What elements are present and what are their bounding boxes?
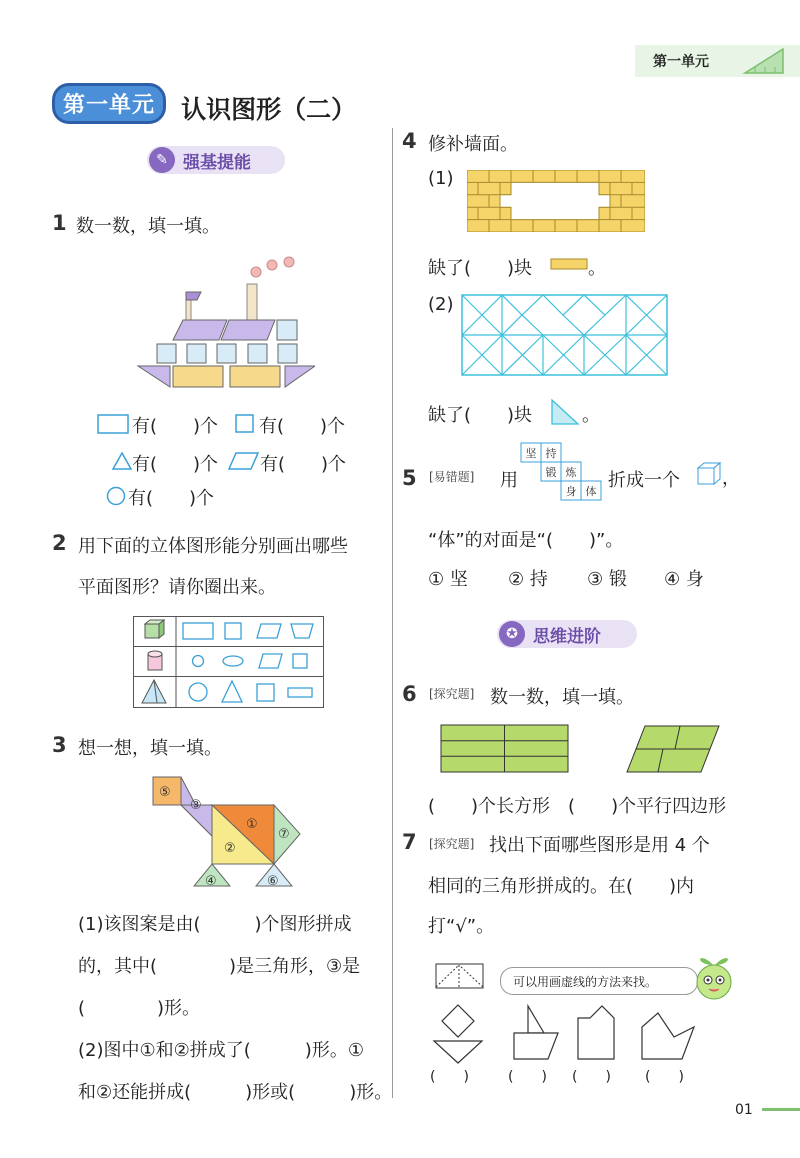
- ruler-triangle-icon: [735, 45, 795, 77]
- q1-text: 数一数，填一填。: [76, 216, 220, 237]
- hint-text: 可以用画虚线的方法来找。: [513, 975, 658, 989]
- q4-sub1: (1): [428, 168, 454, 189]
- q5-option-1[interactable]: ① 坚: [428, 569, 468, 590]
- net-cell-6: 体: [585, 485, 597, 498]
- parallelograms-figure: [625, 724, 720, 774]
- column-divider: [392, 128, 393, 1098]
- cube-net-figure: [520, 442, 604, 504]
- q2-line1: 用下面的立体图形能分别画出哪些: [78, 536, 348, 557]
- tangram-label-2: ②: [224, 841, 236, 856]
- q5-option-2[interactable]: ② 持: [508, 569, 548, 590]
- sprout-mascot-icon: [692, 950, 736, 1002]
- q3-p1-line3: ( )形。: [78, 998, 201, 1019]
- unit-tab: [635, 45, 800, 77]
- triangle-tile-icon: [550, 398, 582, 426]
- q6-number: 6: [402, 682, 417, 706]
- parallelogram-shape-icon: [228, 451, 260, 471]
- page-number: 01: [735, 1102, 753, 1118]
- net-cell-2: 持: [545, 447, 557, 460]
- q2-line2: 平面图形？请你圈出来。: [78, 577, 276, 598]
- q3-text: 想一想，填一填。: [78, 738, 222, 759]
- q1-answer-circle[interactable]: 有( )个: [128, 488, 215, 509]
- q7-line1: 找出下面哪些图形是用 4 个: [489, 835, 710, 856]
- net-cell-5: 身: [565, 485, 577, 498]
- q7-line2: 相同的三角形拼成的。在( )内: [428, 876, 695, 897]
- q1-answer-rect[interactable]: 有( )个: [132, 416, 219, 437]
- net-cell-3: 锻: [545, 466, 557, 479]
- section-basic: [147, 146, 285, 174]
- brick-icon: [550, 258, 588, 270]
- page-title: 认识图形（二）: [181, 94, 357, 124]
- q7-shapes-figure: [430, 1003, 706, 1067]
- q3-p2-line2: 和②还能拼成( )形或( )形。: [78, 1082, 393, 1103]
- q4-text: 修补墙面。: [428, 134, 518, 155]
- q2-number: 2: [52, 531, 67, 555]
- q4-number: 4: [402, 129, 417, 153]
- net-cell-4: 炼: [565, 466, 577, 479]
- section-advanced: [497, 620, 637, 648]
- dashed-hint-figure: [435, 963, 485, 989]
- q7-blank-4[interactable]: ( ): [645, 1069, 684, 1085]
- q7-blank-3[interactable]: ( ): [572, 1069, 611, 1085]
- q7-number: 7: [402, 830, 417, 854]
- q6-text: 数一数，填一填。: [490, 687, 634, 708]
- triangle-shape-icon: [111, 451, 133, 471]
- section-advanced-label: 思维进阶: [533, 626, 601, 647]
- q5-question[interactable]: “体”的对面是“( )”。: [428, 530, 624, 551]
- q7-tag: [探究题]: [429, 837, 475, 851]
- brick-wall-figure: [467, 170, 645, 232]
- tangram-label-3: ③: [190, 798, 202, 813]
- q1-answer-triangle[interactable]: 有( )个: [132, 454, 219, 475]
- q5-number: 5: [402, 466, 417, 490]
- q7-blank-1[interactable]: ( ): [430, 1069, 469, 1085]
- unit-tab-label: 第一单元: [653, 54, 709, 70]
- tile-wall-figure: [461, 294, 668, 376]
- medal-icon: ✪: [499, 621, 525, 647]
- tangram-label-6: ⑥: [267, 874, 279, 889]
- unit-title: [52, 83, 357, 124]
- q4-answer2-end: 。: [582, 405, 600, 426]
- section-basic-label: 强基提能: [183, 152, 251, 173]
- net-cell-1: 坚: [525, 447, 537, 460]
- ship-figure: [135, 250, 315, 395]
- q6-tag: [探究题]: [429, 687, 475, 701]
- tangram-label-4: ④: [205, 874, 217, 889]
- q4-sub2: (2): [428, 294, 454, 315]
- pencil-icon: ✎: [149, 147, 175, 173]
- q3-number: 3: [52, 733, 67, 757]
- q4-answer1-end: 。: [588, 258, 606, 279]
- rectangles-figure: [440, 724, 570, 774]
- footer-rule: [762, 1108, 800, 1111]
- circle-shape-icon: [106, 486, 128, 506]
- q5-post: 折成一个: [608, 470, 680, 491]
- q1-answer-parallelogram[interactable]: 有( )个: [260, 454, 347, 475]
- q4-answer2[interactable]: 缺了( )块: [428, 405, 533, 426]
- q5-comma: ，: [722, 468, 740, 489]
- q7-blank-2[interactable]: ( ): [508, 1069, 547, 1085]
- cube-icon: [696, 461, 722, 487]
- tangram-figure: [150, 774, 305, 892]
- tangram-label-7: ⑦: [278, 827, 290, 842]
- q3-p2-line1: (2)图中①和②拼成了( )形。①: [78, 1040, 364, 1061]
- q5-tag: [易错题]: [429, 470, 475, 484]
- tangram-label-5: ⑤: [159, 785, 171, 800]
- q3-p1-line2: 的，其中( )是三角形，③是: [78, 956, 361, 977]
- q1-number: 1: [52, 211, 67, 235]
- q4-answer1[interactable]: 缺了( )块: [428, 258, 533, 279]
- q6-answer[interactable]: ( )个长方形 ( )个平行四边形: [428, 796, 727, 817]
- q5-pre: 用: [500, 470, 518, 491]
- q5-option-4[interactable]: ④ 身: [664, 569, 704, 590]
- q2-table: [133, 616, 324, 708]
- tangram-label-1: ①: [246, 817, 258, 832]
- q3-p1-line1: (1)该图案是由( )个图形拼成: [78, 914, 352, 935]
- q1-answer-square[interactable]: 有( )个: [259, 416, 346, 437]
- square-shape-icon: [235, 414, 255, 434]
- unit-badge: 第一单元: [52, 83, 166, 124]
- q7-line3: 打“√”。: [428, 916, 495, 937]
- rectangle-shape-icon: [97, 414, 129, 434]
- q5-option-3[interactable]: ③ 锻: [587, 569, 627, 590]
- hint-bubble: [500, 967, 698, 995]
